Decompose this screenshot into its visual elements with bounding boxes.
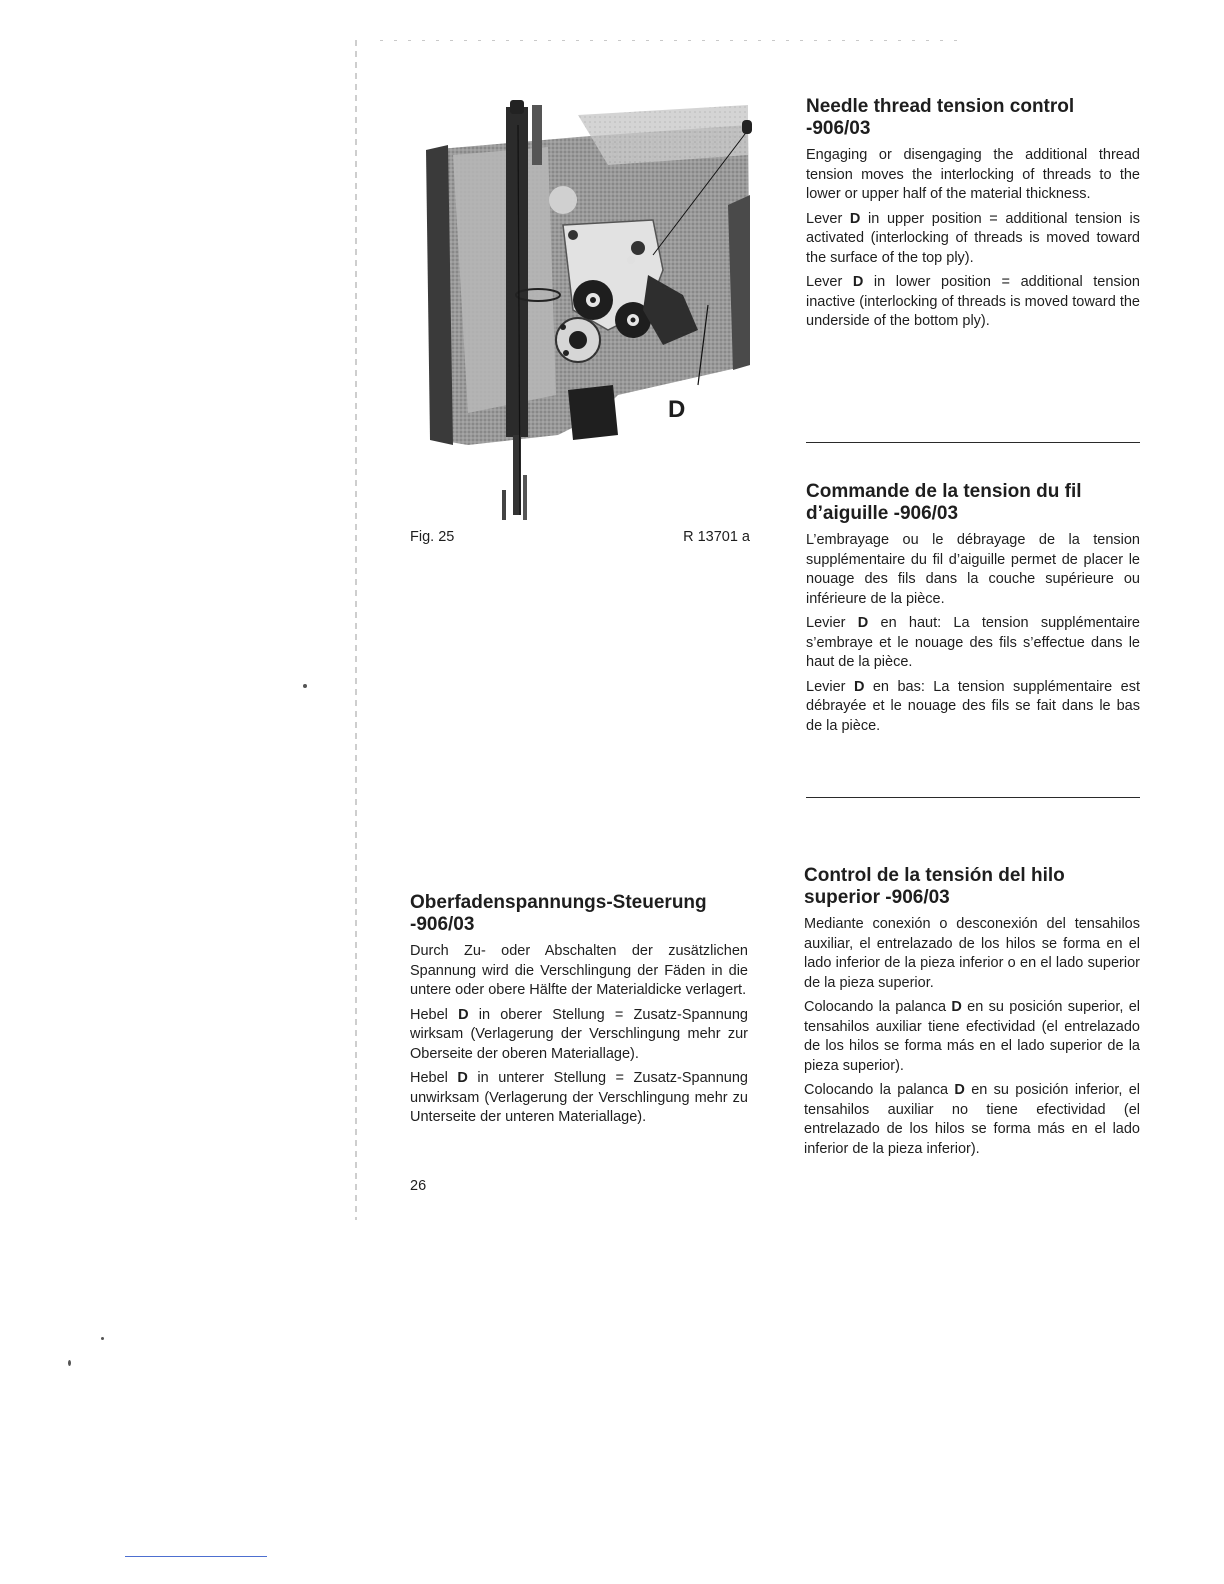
- paragraph: Lever D in upper position = additional tension is activated (interlocking of threads is moved toward the surface of the top ply).: [806, 210, 1140, 266]
- heading-spanish: Control de la tensión del hilo superior -906/03: [804, 865, 1065, 908]
- paragraph: L’embrayage ou le débrayage de la tension supplémentaire du fil d’aiguille permet de placer le nouage des fils dans la couche supérieure ou inférieure de la pièce.: [806, 532, 1140, 607]
- figure-caption: [410, 529, 750, 549]
- callout-label-d: D: [668, 396, 686, 423]
- binding-edge: [355, 40, 357, 1220]
- paragraph: Hebel D in unterer Stellung = Zusatz-Spannung unwirksam (Verlagerung der Verschlingung mehr zu Unterseite der unteren Materiallage).: [410, 1070, 749, 1125]
- paragraph: Colocando la palanca D en su posición superior, el tensahilos auxiliar tiene efectividad (el entrelazado de los hilos se forma más en el lado superior de la pieza superior).: [804, 999, 1140, 1074]
- machine-photo: [408, 95, 753, 525]
- section-german: [410, 892, 748, 1133]
- section-divider: [806, 797, 1140, 798]
- scan-artifact-line: [380, 40, 960, 41]
- section-english: [806, 96, 1140, 337]
- section-spanish: [804, 865, 1140, 1164]
- paragraph: Levier D en haut: La tension supplémentaire s’embraye et le nouage des fils s’effectue dans le haut de la pièce.: [806, 615, 1140, 670]
- section-french: [806, 481, 1140, 741]
- scan-speck: [303, 684, 307, 688]
- paragraph: Engaging or disengaging the additional thread tension moves the interlocking of threads to the lower or upper half of the material thickness.: [806, 147, 1140, 202]
- paragraph: Levier D en bas: La tension supplémentaire est débrayée et le nouage des fils se fait dans le bas de la pièce.: [806, 678, 1140, 734]
- page-number: 26: [410, 1178, 427, 1194]
- heading-german: Oberfadenspannungs-Steuerung -906/03: [410, 892, 707, 935]
- figure-reference: R 13701 a: [683, 529, 750, 545]
- paragraph: Durch Zu- oder Abschalten der zusätzlichen Spannung wird die Verschlingung der Fäden in die untere oder obere Hälfte der Materialdicke verlagert.: [410, 943, 748, 998]
- paragraph: Hebel D in oberer Stellung = Zusatz-Spannung wirksam (Verlagerung der Verschlingung mehr zur Oberseite der oberen Materiallage).: [410, 1006, 748, 1062]
- footer-line: [125, 1556, 267, 1557]
- heading-french: Commande de la tension du fil d’aiguille -906/03: [806, 481, 1082, 524]
- figure-number: Fig. 25: [410, 529, 455, 545]
- paragraph: Mediante conexión o desconexión del tensahilos auxiliar, el entrelazado de los hilos se forma en el lado inferior de la pieza inferior o en el lado superior de la pieza superior.: [804, 916, 1140, 991]
- scan-speck: [68, 1360, 71, 1366]
- paragraph: Colocando la palanca D en su posición inferior, el tensahilos auxiliar no tiene efectividad (el entrelazado de los hilos se forma más en el lado inferior de la pieza inferior).: [804, 1082, 1140, 1157]
- paragraph: Lever D in lower position = additional tension inactive (interlocking of threads is moved toward the underside of the bottom ply).: [806, 274, 1140, 329]
- scan-speck: [101, 1337, 104, 1340]
- section-divider: [806, 442, 1140, 443]
- heading-english: Needle thread tension control -906/03: [806, 96, 1075, 139]
- machine-photo-figure: [408, 95, 753, 525]
